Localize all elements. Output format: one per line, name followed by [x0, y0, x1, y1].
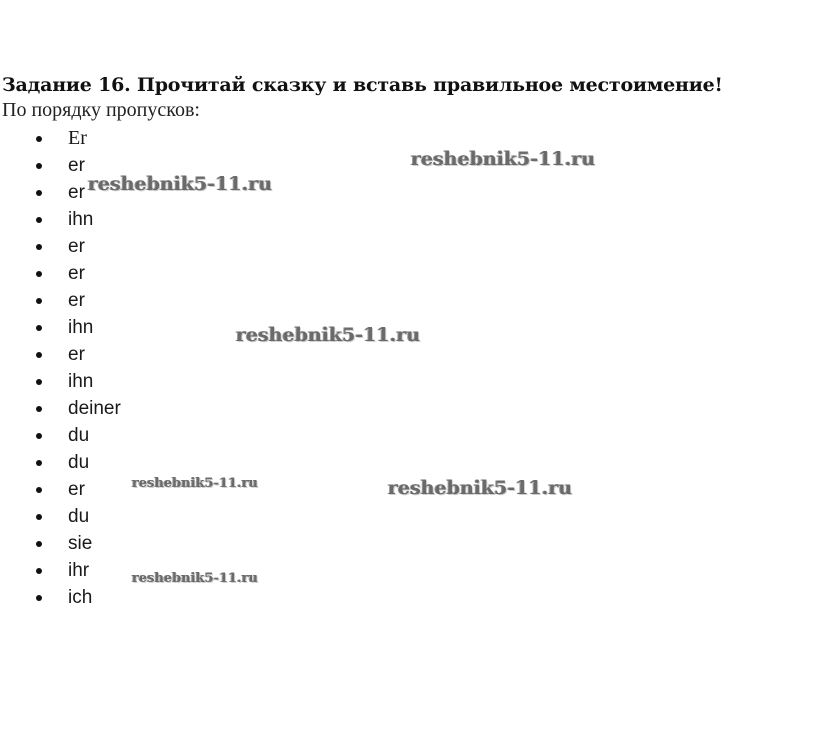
list-item: [2, 530, 121, 557]
bullet-icon: [36, 568, 42, 574]
answer-text: sie: [68, 533, 93, 554]
answer-text: du: [68, 506, 90, 527]
answer-text: ihn: [68, 371, 94, 392]
list-item: [2, 179, 121, 206]
list-item: [2, 368, 121, 395]
bullet-icon: [36, 514, 42, 520]
list-item: [2, 152, 121, 179]
answer-text: er: [68, 263, 85, 284]
bullet-icon: [36, 595, 42, 601]
watermark: reshebnik5-11.ru: [236, 324, 421, 346]
bullet-icon: [36, 460, 42, 466]
list-item: [2, 287, 121, 314]
watermark: reshebnik5-11.ru: [132, 476, 259, 491]
list-item: [2, 260, 121, 287]
answer-text: er: [68, 155, 85, 176]
bullet-icon: [36, 163, 42, 169]
bullet-icon: [36, 190, 42, 196]
list-item: [2, 395, 121, 422]
answer-text: ihn: [68, 209, 94, 230]
answer-text: Er: [68, 127, 87, 149]
list-item: [2, 341, 121, 368]
bullet-icon: [36, 271, 42, 277]
bullet-icon: [36, 136, 42, 142]
bullet-icon: [36, 379, 42, 385]
answer-text: er: [68, 479, 85, 500]
bullet-icon: [36, 325, 42, 331]
bullet-icon: [36, 541, 42, 547]
answer-text: du: [68, 425, 90, 446]
list-item: [2, 449, 121, 476]
bullet-icon: [36, 352, 42, 358]
answer-list: [2, 125, 121, 611]
answer-text: deiner: [68, 398, 121, 419]
answer-text: er: [68, 236, 85, 257]
answer-text: er: [68, 182, 85, 203]
list-item: [2, 233, 121, 260]
list-item: [2, 557, 121, 584]
answer-text: ihn: [68, 317, 94, 338]
list-item: [2, 125, 121, 152]
answer-text: du: [68, 452, 90, 473]
answer-text: er: [68, 344, 85, 365]
list-item: [2, 422, 121, 449]
list-item: [2, 314, 121, 341]
bullet-icon: [36, 406, 42, 412]
watermark: reshebnik5-11.ru: [132, 571, 259, 586]
bullet-icon: [36, 433, 42, 439]
bullet-icon: [36, 487, 42, 493]
list-item: [2, 584, 121, 611]
answer-text: ich: [68, 587, 93, 608]
answer-text: er: [68, 290, 85, 311]
list-item: [2, 503, 121, 530]
task-subheading: По порядку пропусков:: [2, 99, 200, 121]
list-item: [2, 476, 121, 503]
watermark: reshebnik5-11.ru: [388, 477, 573, 499]
bullet-icon: [36, 298, 42, 304]
task-heading: Задание 16. Прочитай сказку и вставь правильное местоимение!: [2, 74, 723, 96]
list-item: [2, 206, 121, 233]
bullet-icon: [36, 217, 42, 223]
watermark: reshebnik5-11.ru: [88, 173, 273, 195]
watermark: reshebnik5-11.ru: [411, 148, 596, 170]
answer-text: ihr: [68, 560, 90, 581]
bullet-icon: [36, 244, 42, 250]
